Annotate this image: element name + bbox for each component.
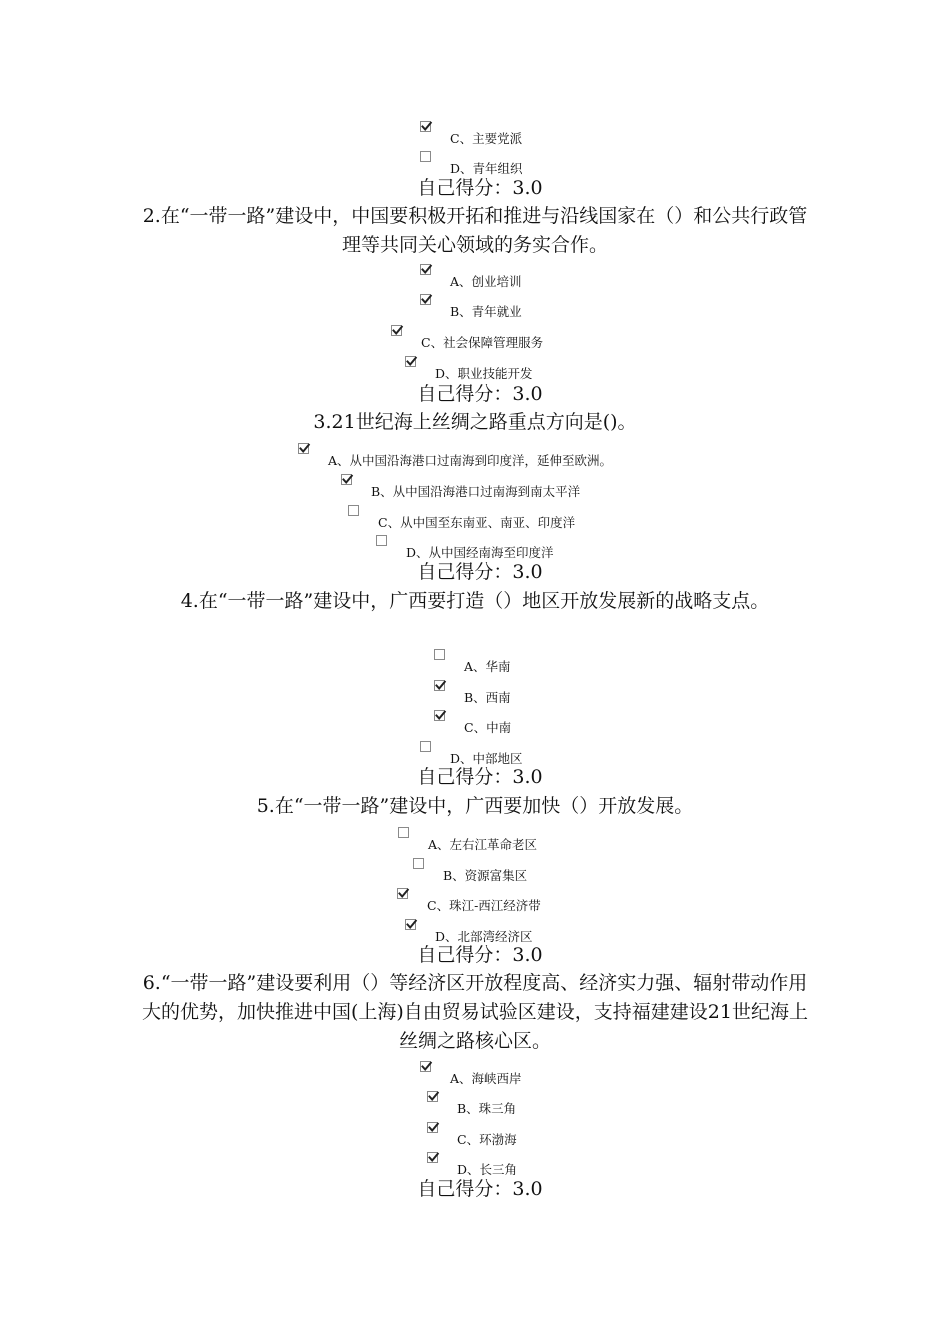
checkbox-icon[interactable] [413,858,424,869]
check-mark-icon [434,679,447,692]
question-2: 2.在“一带一路”建设中，中国要积极开拓和推进与沿线国家在（）和公共行政管理等共同关心领域的务实合作。 [142,205,808,256]
checkbox-icon[interactable] [405,919,416,930]
checkbox-icon[interactable] [405,356,416,367]
option-label: B、青年就业 [450,304,522,319]
option-label: C、主要党派 [450,131,523,146]
question-5: 5.在“一带一路”建设中，广西要加快（）开放发展。 [256,795,694,817]
option-label: A、从中国沿海港口过南海到印度洋，延伸至欧洲。 [328,453,613,468]
option-label: A、创业培训 [450,274,522,289]
option-label: A、海峡西岸 [450,1071,522,1086]
score-text-3: 自己得分：3.0 [417,561,543,583]
question-3: 3.21世纪海上丝绸之路重点方向是()。 [313,411,637,433]
option-label: D、中部地区 [450,751,523,766]
option-label: D、青年组织 [450,161,523,176]
option-label: B、从中国沿海港口过南海到南太平洋 [371,484,581,499]
checkbox-icon[interactable] [434,649,445,660]
checkbox-icon[interactable] [420,151,431,162]
option-label: C、环渤海 [457,1132,517,1147]
checkbox-icon[interactable] [420,264,431,275]
checkbox-icon[interactable] [427,1091,438,1102]
checkbox-icon[interactable] [420,1061,431,1072]
checkbox-icon[interactable] [427,1122,438,1133]
option-label: D、北部湾经济区 [435,929,533,944]
checkbox-icon[interactable] [434,680,445,691]
check-mark-icon [427,1151,440,1164]
check-mark-icon [341,473,354,486]
option-label: C、社会保障管理服务 [421,335,544,350]
check-mark-icon [391,324,404,337]
check-mark-icon [434,709,447,722]
check-mark-icon [420,263,433,276]
option-label: D、长三角 [457,1162,518,1177]
option-label: C、珠江-西江经济带 [427,898,541,913]
option-label: C、中南 [464,720,512,735]
checkbox-icon[interactable] [391,325,402,336]
checkbox-icon[interactable] [420,294,431,305]
option-label: A、左右江革命老区 [428,837,538,852]
checkbox-icon[interactable] [341,474,352,485]
score-text-6: 自己得分：3.0 [417,1178,543,1200]
question-4: 4.在“一带一路”建设中，广西要打造（）地区开放发展新的战略支点。 [180,590,770,612]
check-mark-icon [298,442,311,455]
checkbox-icon[interactable] [348,505,359,516]
check-mark-icon [427,1121,440,1134]
option-label: D、职业技能开发 [435,366,533,381]
score-text-1: 自己得分：3.0 [417,177,543,199]
option-label: C、从中国至东南亚、南亚、印度洋 [378,515,576,530]
checkbox-icon[interactable] [397,888,408,899]
score-text-4: 自己得分：3.0 [417,766,543,788]
check-mark-icon [420,120,433,133]
checkbox-icon[interactable] [420,121,431,132]
score-text-2: 自己得分：3.0 [417,383,543,405]
check-mark-icon [397,887,410,900]
option-label: D、从中国经南海至印度洋 [406,545,554,560]
checkbox-icon[interactable] [376,535,387,546]
check-mark-icon [405,918,418,931]
option-label: B、资源富集区 [443,868,528,883]
check-mark-icon [427,1090,440,1103]
check-mark-icon [420,1060,433,1073]
checkbox-icon[interactable] [427,1152,438,1163]
score-text-5: 自己得分：3.0 [417,944,543,966]
checkbox-icon[interactable] [420,741,431,752]
check-mark-icon [405,355,418,368]
option-label: B、珠三角 [457,1101,517,1116]
option-label: A、华南 [464,659,511,674]
question-6: 6.“一带一路”建设要利用（）等经济区开放程度高、经济实力强、辐射带动作用大的优势，加快推进中国(上海)自由贸易试验区建设，支持福建建设21世纪海上丝绸之路核心区。 [141,972,808,1052]
check-mark-icon [420,293,433,306]
checkbox-icon[interactable] [434,710,445,721]
checkbox-icon[interactable] [398,827,409,838]
checkbox-icon[interactable] [298,443,309,454]
option-label: B、西南 [464,690,511,705]
